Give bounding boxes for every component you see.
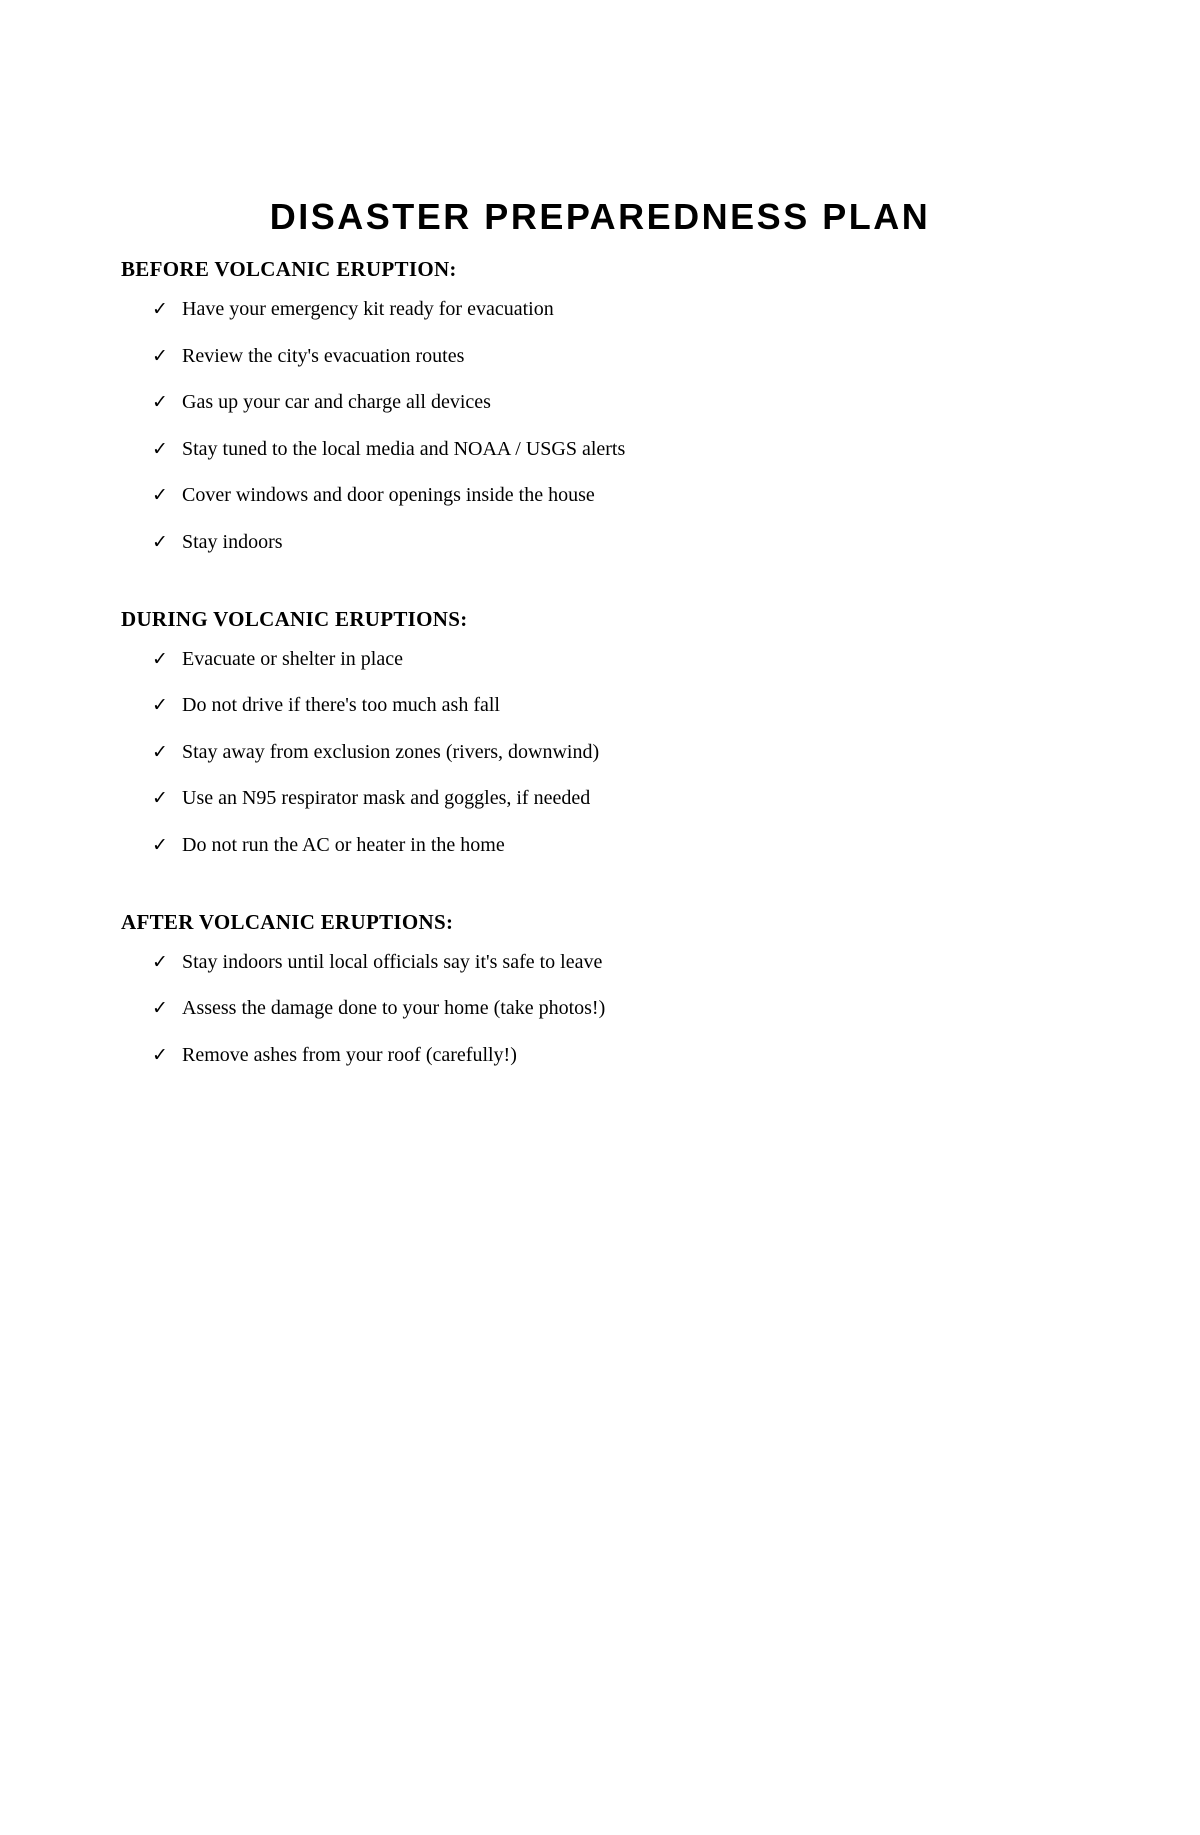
checkmark-icon: ✓ xyxy=(152,298,168,320)
checkmark-icon: ✓ xyxy=(152,391,168,413)
checkmark-icon: ✓ xyxy=(152,950,168,973)
list-item-text: Cover windows and door openings inside the house xyxy=(182,484,595,506)
section-heading-during: DURING VOLCANIC ERUPTIONS: xyxy=(121,606,468,631)
checkmark-icon: ✓ xyxy=(152,484,168,506)
checklist-before xyxy=(121,296,1080,555)
checkmark-icon: ✓ xyxy=(152,740,168,763)
list-item xyxy=(152,692,1080,718)
list-item xyxy=(152,995,1080,1021)
checklist-during xyxy=(121,646,1080,858)
checkmark-icon: ✓ xyxy=(152,694,168,716)
list-item-text: Remove ashes from your roof (carefully!) xyxy=(182,1043,517,1066)
document-title: DISASTER PREPAREDNESS PLAN xyxy=(269,196,931,237)
checkmark-icon: ✓ xyxy=(152,833,168,856)
list-item xyxy=(152,482,1080,508)
list-item xyxy=(152,296,1080,322)
list-item xyxy=(152,389,1080,415)
section-during-eruptions xyxy=(121,606,1080,858)
checkmark-icon: ✓ xyxy=(152,647,168,670)
list-item-text: Use an N95 respirator mask and goggles, if needed xyxy=(182,787,591,809)
list-item xyxy=(152,529,1080,555)
checkmark-icon: ✓ xyxy=(152,997,168,1019)
list-item-text: Gas up your car and charge all devices xyxy=(182,391,491,413)
checkmark-icon: ✓ xyxy=(152,344,168,367)
list-item xyxy=(152,646,1080,672)
list-item-text: Do not run the AC or heater in the home xyxy=(182,833,505,856)
checkmark-icon: ✓ xyxy=(152,437,168,460)
list-item-text: Have your emergency kit ready for evacuation xyxy=(182,298,554,320)
checkmark-icon: ✓ xyxy=(152,787,168,809)
checkmark-icon: ✓ xyxy=(152,1043,168,1066)
list-item xyxy=(152,739,1080,765)
section-heading-before: BEFORE VOLCANIC ERUPTION: xyxy=(121,257,457,281)
section-heading-after: AFTER VOLCANIC ERUPTIONS: xyxy=(121,909,454,934)
list-item-text: Review the city's evacuation routes xyxy=(182,344,465,367)
list-item-text: Stay away from exclusion zones (rivers, downwind) xyxy=(182,740,600,763)
list-item xyxy=(152,436,1080,462)
list-item-text: Assess the damage done to your home (take photos!) xyxy=(182,997,606,1019)
list-item xyxy=(152,1042,1080,1068)
section-before-eruption xyxy=(121,256,1080,555)
list-item xyxy=(152,832,1080,858)
list-item xyxy=(152,343,1080,369)
section-after-eruptions xyxy=(121,909,1080,1068)
list-item-text: Stay indoors xyxy=(182,530,283,553)
list-item xyxy=(152,785,1080,811)
list-item-text: Evacuate or shelter in place xyxy=(182,647,403,670)
checklist-after xyxy=(121,949,1080,1068)
checkmark-icon: ✓ xyxy=(152,530,168,553)
list-item-text: Stay tuned to the local media and NOAA / USGS alerts xyxy=(182,437,626,460)
list-item xyxy=(152,949,1080,975)
list-item-text: Stay indoors until local officials say it's safe to leave xyxy=(182,950,603,973)
list-item-text: Do not drive if there's too much ash fall xyxy=(182,694,500,716)
document-body xyxy=(0,256,1200,1068)
